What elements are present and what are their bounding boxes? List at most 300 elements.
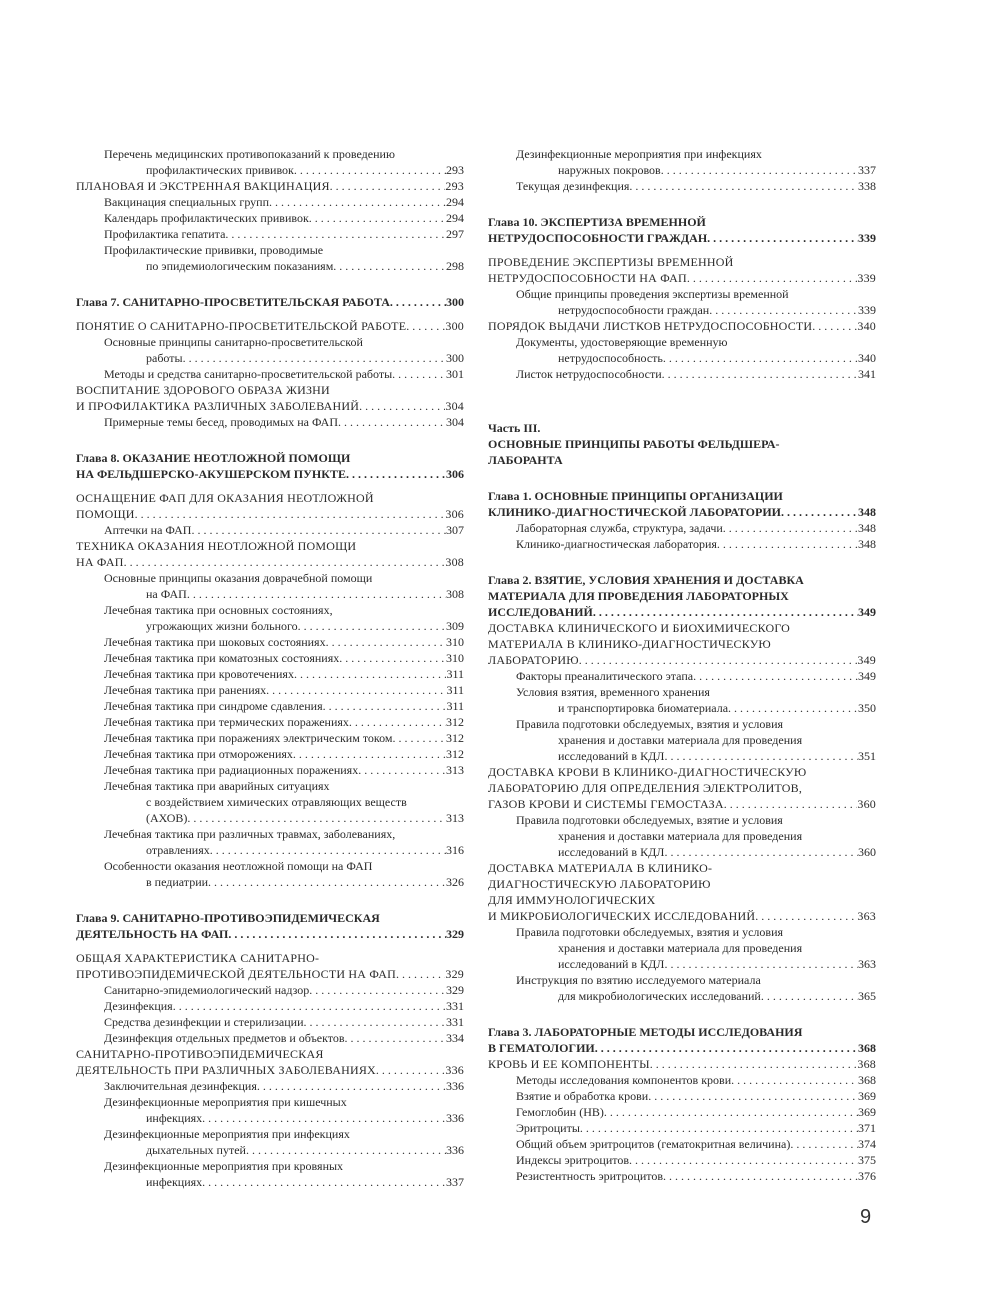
toc-entry-title: Санитарно-эпидемиологический надзор bbox=[104, 983, 310, 997]
dot-leader bbox=[124, 554, 446, 570]
dot-leader bbox=[717, 536, 858, 552]
toc-line bbox=[516, 668, 876, 684]
toc-line bbox=[488, 588, 876, 604]
toc-line bbox=[516, 748, 876, 764]
toc-page-number: 363 bbox=[857, 909, 876, 923]
toc-entry-title: Лечебная тактика при отморожениях bbox=[104, 747, 293, 761]
toc-page-number: 348 bbox=[858, 521, 876, 535]
toc-line bbox=[76, 1062, 464, 1078]
toc-entry-title: Клинико-диагностическая лаборатория bbox=[516, 537, 717, 551]
toc-page-number: 308 bbox=[445, 555, 464, 569]
toc-line bbox=[104, 226, 464, 242]
toc-entry-title: Заключительная дезинфекция bbox=[104, 1079, 257, 1093]
toc-entry-title: ДОСТАВКА КЛИНИЧЕСКОГО И БИОХИМИЧЕСКОГО bbox=[488, 621, 791, 635]
toc-subsection bbox=[488, 924, 876, 972]
toc-page-number: 369 bbox=[858, 1089, 876, 1103]
toc-subsection bbox=[76, 762, 464, 778]
toc-line bbox=[76, 382, 464, 398]
toc-entry-title: И МИКРОБИОЛОГИЧЕСКИХ ИССЛЕДОВАНИЙ bbox=[488, 909, 756, 923]
toc-page-number: 337 bbox=[858, 163, 876, 177]
toc-page-number: 336 bbox=[445, 1063, 464, 1077]
dot-leader bbox=[228, 926, 446, 942]
toc-line bbox=[104, 334, 464, 350]
toc-page-number: 336 bbox=[446, 1143, 464, 1157]
toc-page-number: 336 bbox=[446, 1079, 464, 1093]
toc-page-number: 300 bbox=[445, 319, 464, 333]
toc-section bbox=[488, 318, 876, 334]
toc-entry-title: Глава 1. ОСНОВНЫЕ ПРИНЦИПЫ ОРГАНИЗАЦИИ bbox=[488, 489, 783, 503]
toc-entry-title: ДОСТАВКА КРОВИ В КЛИНИКО-ДИАГНОСТИЧЕСКУЮ bbox=[488, 765, 807, 779]
toc-entry-title: Глава 7. САНИТАРНО-ПРОСВЕТИТЕЛЬСКАЯ РАБОТА bbox=[76, 295, 390, 309]
toc-entry-title: ДЕЯТЕЛЬНОСТЬ НА ФАП bbox=[76, 927, 229, 941]
toc-section bbox=[488, 764, 876, 812]
toc-entry-title: Глава 8. ОКАЗАНИЕ НЕОТЛОЖНОЙ ПОМОЩИ bbox=[76, 451, 351, 465]
toc-page-number: 350 bbox=[858, 701, 876, 715]
toc-entry-title: В ГЕМАТОЛОГИИ bbox=[488, 1041, 595, 1055]
toc-entry-title: работы bbox=[146, 351, 183, 365]
toc-line bbox=[76, 926, 464, 942]
toc-line bbox=[104, 634, 464, 650]
toc-page-number: 309 bbox=[446, 619, 464, 633]
dot-leader bbox=[359, 398, 445, 414]
toc-line bbox=[516, 940, 876, 956]
toc-entry-title: Условия взятия, временного хранения bbox=[516, 685, 710, 699]
toc-subsection bbox=[488, 716, 876, 764]
toc-chapter bbox=[488, 1024, 876, 1056]
dot-leader bbox=[339, 650, 446, 666]
toc-line bbox=[104, 714, 464, 730]
toc-line bbox=[488, 214, 876, 230]
toc-spacer bbox=[76, 310, 464, 318]
toc-line bbox=[104, 366, 464, 382]
toc-subsection bbox=[76, 682, 464, 698]
toc-line bbox=[76, 506, 464, 522]
dot-leader bbox=[392, 366, 446, 382]
toc-line bbox=[76, 554, 464, 570]
toc-line bbox=[104, 746, 464, 762]
toc-line bbox=[104, 1094, 464, 1110]
toc-entry-title: Общий объем эритроцитов (гематокритная величина) bbox=[516, 1137, 791, 1151]
toc-page-number: 331 bbox=[446, 999, 464, 1013]
toc-entry-title: Дезинфекционные мероприятия при кровяных bbox=[104, 1159, 344, 1173]
toc-line bbox=[516, 536, 876, 552]
toc-subsection bbox=[488, 286, 876, 318]
toc-line bbox=[104, 666, 464, 682]
toc-page-number: 349 bbox=[858, 669, 876, 683]
toc-line bbox=[488, 488, 876, 504]
toc-entry-title: ПОРЯДОК ВЫДАЧИ ЛИСТКОВ НЕТРУДОСПОСОБНОСТИ bbox=[488, 319, 813, 333]
toc-line bbox=[488, 504, 876, 520]
dot-leader bbox=[345, 1030, 446, 1046]
toc-subsection bbox=[76, 1158, 464, 1190]
toc-section bbox=[76, 178, 464, 194]
dot-leader bbox=[790, 1136, 858, 1152]
toc-chapter bbox=[488, 572, 876, 620]
toc-section bbox=[76, 538, 464, 570]
toc-entry-title: Дезинфекционные мероприятия при инфекциях bbox=[104, 1127, 350, 1141]
toc-subsection bbox=[488, 1136, 876, 1152]
toc-line bbox=[104, 242, 464, 258]
toc-line bbox=[516, 162, 876, 178]
dot-leader bbox=[208, 874, 446, 890]
dot-leader bbox=[210, 842, 446, 858]
toc-chapter bbox=[488, 214, 876, 246]
toc-page-number: 339 bbox=[857, 271, 876, 285]
toc-entry-title: Общие принципы проведения экспертизы временной bbox=[516, 287, 789, 301]
toc-entry-title: ТЕХНИКА ОКАЗАНИЯ НЕОТЛОЖНОЙ ПОМОЩИ bbox=[76, 539, 357, 553]
toc-line bbox=[516, 828, 876, 844]
toc-entry-title: Правила подготовки обследуемых, взятия и условия bbox=[516, 925, 784, 939]
toc-subsection bbox=[488, 520, 876, 536]
toc-subsection bbox=[76, 730, 464, 746]
toc-page-number: 375 bbox=[858, 1153, 876, 1167]
dot-leader bbox=[629, 1152, 858, 1168]
toc-entry-title: Лечебная тактика при аварийных ситуациях bbox=[104, 779, 330, 793]
toc-entry-title: Дезинфекционные мероприятия при инфекциях bbox=[516, 147, 762, 161]
toc-line bbox=[516, 1168, 876, 1184]
toc-line bbox=[104, 1030, 464, 1046]
toc-line bbox=[516, 1120, 876, 1136]
toc-line bbox=[104, 1014, 464, 1030]
toc-page-number: 293 bbox=[445, 179, 464, 193]
toc-subsection bbox=[76, 746, 464, 762]
toc-subsection bbox=[76, 146, 464, 178]
dot-leader bbox=[202, 1110, 446, 1126]
toc-line bbox=[76, 538, 464, 554]
dot-leader bbox=[266, 682, 446, 698]
toc-page-number: 312 bbox=[446, 731, 464, 745]
toc-page-number: 349 bbox=[858, 605, 876, 619]
toc-subsection bbox=[76, 1094, 464, 1126]
toc-subsection bbox=[488, 972, 876, 1004]
dot-leader bbox=[664, 956, 858, 972]
toc-subsection bbox=[488, 1152, 876, 1168]
toc-entry-title: МАТЕРИАЛА В КЛИНИКО-ДИАГНОСТИЧЕСКУЮ bbox=[488, 637, 771, 651]
toc-entry-title: Примерные темы бесед, проводимых на ФАП bbox=[104, 415, 339, 429]
toc-line bbox=[488, 1024, 876, 1040]
toc-entry-title: хранения и доставки материала для проведения bbox=[558, 733, 803, 747]
toc-spacer bbox=[76, 942, 464, 950]
toc-entry-title: ИССЛЕДОВАНИЙ bbox=[488, 605, 593, 619]
toc-page-number: 311 bbox=[446, 699, 464, 713]
toc-page-number: 329 bbox=[446, 927, 464, 941]
toc-page-number: 369 bbox=[858, 1105, 876, 1119]
toc-entry-title: угрожающих жизни больного bbox=[146, 619, 298, 633]
toc-page-number: 312 bbox=[446, 715, 464, 729]
toc-subsection bbox=[76, 1126, 464, 1158]
toc-line bbox=[516, 684, 876, 700]
toc-entry-title: Взятие и обработка крови bbox=[516, 1089, 649, 1103]
toc-line bbox=[488, 860, 876, 876]
toc-entry-title: исследований в КДЛ bbox=[558, 749, 665, 763]
dot-leader bbox=[187, 586, 446, 602]
toc-page-number: 368 bbox=[857, 1057, 876, 1071]
dot-leader bbox=[648, 1088, 858, 1104]
toc-line bbox=[516, 146, 876, 162]
toc-entry-title: МАТЕРИАЛА ДЛЯ ПРОВЕДЕНИЯ ЛАБОРАТОРНЫХ bbox=[488, 589, 789, 603]
page-number: 9 bbox=[860, 1206, 872, 1228]
toc-chapter bbox=[76, 910, 464, 942]
toc-line bbox=[104, 146, 464, 162]
toc-spacer bbox=[76, 274, 464, 294]
toc-line bbox=[104, 858, 464, 874]
toc-entry-title: КЛИНИКО-ДИАГНОСТИЧЕСКОЙ ЛАБОРАТОРИИ bbox=[488, 505, 782, 519]
toc-line bbox=[516, 972, 876, 988]
toc-page-number: 339 bbox=[858, 303, 876, 317]
toc-entry-title: Лечебная тактика при ранениях bbox=[104, 683, 267, 697]
toc-line bbox=[488, 796, 876, 812]
toc-line bbox=[76, 466, 464, 482]
dot-leader bbox=[298, 618, 446, 634]
toc-entry-title: Календарь профилактических прививок bbox=[104, 211, 309, 225]
toc-chapter bbox=[76, 294, 464, 310]
toc-subsection bbox=[76, 650, 464, 666]
toc-line bbox=[516, 956, 876, 972]
toc-line bbox=[104, 778, 464, 794]
dot-leader bbox=[183, 350, 446, 366]
toc-page-number: 351 bbox=[858, 749, 876, 763]
toc-entry-title: Лечебная тактика при шоковых состояниях bbox=[104, 635, 326, 649]
toc-line bbox=[76, 450, 464, 466]
toc-page-number: 329 bbox=[446, 983, 464, 997]
toc-entry-title: Основные принципы оказания доврачебной помощи bbox=[104, 571, 373, 585]
dot-leader bbox=[257, 1078, 446, 1094]
toc-line bbox=[76, 966, 464, 982]
dot-leader bbox=[687, 270, 857, 286]
dot-leader bbox=[593, 604, 858, 620]
toc-entry-title: Лечебная тактика при основных состояниях, bbox=[104, 603, 333, 617]
toc-line bbox=[516, 350, 876, 366]
dot-leader bbox=[309, 982, 446, 998]
toc-page-number: 337 bbox=[446, 1175, 464, 1189]
toc-line bbox=[76, 318, 464, 334]
toc-subsection bbox=[76, 414, 464, 430]
toc-spacer bbox=[488, 468, 876, 488]
toc-subsection bbox=[76, 1078, 464, 1094]
toc-line bbox=[488, 636, 876, 652]
toc-entry-title: Дезинфекционные мероприятия при кишечных bbox=[104, 1095, 347, 1109]
toc-entry-title: Лечебная тактика при термических поражениях bbox=[104, 715, 349, 729]
toc-subsection bbox=[76, 826, 464, 858]
toc-line bbox=[516, 844, 876, 860]
toc-line bbox=[516, 520, 876, 536]
toc-line bbox=[516, 178, 876, 194]
toc-line bbox=[104, 1078, 464, 1094]
toc-subsection bbox=[488, 1120, 876, 1136]
toc-entry-title: ОСНАЩЕНИЕ ФАП ДЛЯ ОКАЗАНИЯ НЕОТЛОЖНОЙ bbox=[76, 491, 374, 505]
toc-page-number: 298 bbox=[446, 259, 464, 273]
dot-leader bbox=[349, 714, 446, 730]
toc-line bbox=[104, 762, 464, 778]
toc-line bbox=[104, 586, 464, 602]
toc-line bbox=[488, 892, 876, 908]
toc-entry-title: ПЛАНОВАЯ И ЭКСТРЕННАЯ ВАКЦИНАЦИЯ bbox=[76, 179, 330, 193]
dot-leader bbox=[755, 908, 857, 924]
toc-entry-title: Правила подготовки обследуемых, взятия и условия bbox=[516, 717, 784, 731]
toc-entry-title: инфекциях bbox=[146, 1111, 203, 1125]
toc-subsection bbox=[488, 1168, 876, 1184]
dot-leader bbox=[812, 318, 857, 334]
toc-entry-title: ВОСПИТАНИЕ ЗДОРОВОГО ОБРАЗА ЖИЗНИ bbox=[76, 383, 330, 397]
toc-page-number: 294 bbox=[446, 211, 464, 225]
toc-entry-title: Особенности оказания неотложной помощи на ФАП bbox=[104, 859, 373, 873]
toc-entry-title: ЛАБОРАНТА bbox=[488, 453, 563, 467]
toc-page-number: 348 bbox=[858, 537, 876, 551]
toc-subsection bbox=[76, 334, 464, 366]
toc-entry-title: нетрудоспособность bbox=[558, 351, 663, 365]
toc-entry-title: на ФАП bbox=[146, 587, 187, 601]
toc-line bbox=[104, 618, 464, 634]
toc-line bbox=[76, 490, 464, 506]
toc-line bbox=[488, 436, 876, 452]
toc-subsection bbox=[76, 778, 464, 826]
toc-subsection bbox=[76, 714, 464, 730]
toc-chapter bbox=[76, 450, 464, 482]
toc-entry-title: ЛАБОРАТОРИЮ bbox=[488, 653, 579, 667]
dot-leader bbox=[187, 810, 446, 826]
toc-entry-title: Факторы преаналитического этапа bbox=[516, 669, 694, 683]
toc-entry-title: по эпидемиологическим показаниям bbox=[146, 259, 334, 273]
toc-entry-title: исследований в КДЛ bbox=[558, 845, 665, 859]
toc-entry-title: дыхательных путей bbox=[146, 1143, 246, 1157]
toc-page-number: 304 bbox=[446, 415, 464, 429]
toc-entry-title: ГАЗОВ КРОВИ И СИСТЕМЫ ГЕМОСТАЗА bbox=[488, 797, 724, 811]
toc-page-number: 300 bbox=[446, 351, 464, 365]
toc-line bbox=[104, 522, 464, 538]
toc-section bbox=[488, 620, 876, 668]
toc-page-number: 297 bbox=[446, 227, 464, 241]
dot-leader bbox=[728, 700, 858, 716]
toc-spacer bbox=[76, 430, 464, 450]
dot-leader bbox=[191, 522, 446, 538]
toc-line bbox=[488, 876, 876, 892]
toc-page-number: 310 bbox=[446, 635, 464, 649]
toc-subsection bbox=[76, 634, 464, 650]
toc-entry-title: ПОНЯТИЕ О САНИТАРНО-ПРОСВЕТИТЕЛЬСКОЙ РАБОТЕ bbox=[76, 319, 407, 333]
toc-line bbox=[104, 650, 464, 666]
toc-entry-title: Текущая дезинфекция bbox=[516, 179, 630, 193]
toc-entry-title: Средства дезинфекции и стерилизации bbox=[104, 1015, 304, 1029]
dot-leader bbox=[294, 162, 446, 178]
toc-entry-title: Эритроциты bbox=[516, 1121, 580, 1135]
toc-line bbox=[104, 1142, 464, 1158]
dot-leader bbox=[346, 466, 446, 482]
toc-chapter bbox=[488, 488, 876, 520]
toc-entry-title: НЕТРУДОСПОСОБНОСТИ НА ФАП bbox=[488, 271, 687, 285]
toc-entry-title: Глава 10. ЭКСПЕРТИЗА ВРЕМЕННОЙ bbox=[488, 215, 706, 229]
dot-leader bbox=[333, 258, 446, 274]
toc-page-number: 301 bbox=[446, 367, 464, 381]
toc-subsection bbox=[488, 334, 876, 366]
toc-line bbox=[488, 572, 876, 588]
toc-spacer bbox=[488, 1004, 876, 1024]
dot-leader bbox=[731, 1072, 858, 1088]
toc-line bbox=[516, 700, 876, 716]
toc-line bbox=[516, 286, 876, 302]
toc-page-number: 300 bbox=[446, 295, 464, 309]
toc-subsection bbox=[488, 1072, 876, 1088]
toc-spacer bbox=[488, 382, 876, 420]
toc-entry-title: хранения и доставки материала для проведения bbox=[558, 829, 803, 843]
dot-leader bbox=[663, 1168, 858, 1184]
toc-subsection bbox=[488, 178, 876, 194]
toc-entry-title: Вакцинация специальных групп bbox=[104, 195, 270, 209]
toc-entry-title: для микробиологических исследований bbox=[558, 989, 761, 1003]
dot-leader bbox=[246, 1142, 446, 1158]
toc-line bbox=[516, 924, 876, 940]
toc-page-number: 374 bbox=[858, 1137, 876, 1151]
toc-page-number: 365 bbox=[858, 989, 876, 1003]
toc-section bbox=[488, 860, 876, 924]
toc-right-column bbox=[488, 146, 876, 1184]
toc-subsection bbox=[76, 242, 464, 274]
toc-subsection bbox=[76, 602, 464, 634]
toc-spacer bbox=[488, 246, 876, 254]
toc-page-number: 349 bbox=[857, 653, 876, 667]
toc-entry-title: Лечебная тактика при синдроме сдавления bbox=[104, 699, 323, 713]
dot-leader bbox=[304, 1014, 446, 1030]
dot-leader bbox=[393, 730, 447, 746]
dot-leader bbox=[294, 666, 446, 682]
toc-entry-title: ДЛЯ ИММУНОЛОГИЧЕСКИХ bbox=[488, 893, 656, 907]
toc-entry-title: наружных покровов bbox=[558, 163, 661, 177]
toc-entry-title: Дезинфекция отдельных предметов и объектов bbox=[104, 1031, 345, 1045]
toc-subsection bbox=[76, 194, 464, 210]
toc-entry-title: Глава 2. ВЗЯТИЕ, УСЛОВИЯ ХРАНЕНИЯ И ДОСТАВКА bbox=[488, 573, 804, 587]
toc-line bbox=[104, 602, 464, 618]
toc-spacer bbox=[76, 890, 464, 910]
toc-line bbox=[104, 982, 464, 998]
toc-entry-title: Гемоглобин (НВ) bbox=[516, 1105, 604, 1119]
toc-line bbox=[516, 302, 876, 318]
toc-entry-title: Индексы эритроцитов bbox=[516, 1153, 629, 1167]
toc-entry-title: НА ФЕЛЬДШЕРСКО-АКУШЕРСКОМ ПУНКТЕ bbox=[76, 467, 346, 481]
toc-entry-title: (АХОВ) bbox=[146, 811, 188, 825]
toc-section bbox=[488, 254, 876, 286]
toc-entry-title: Часть III. bbox=[488, 421, 541, 435]
dot-leader bbox=[761, 988, 858, 1004]
toc-line bbox=[104, 730, 464, 746]
toc-page-number: 308 bbox=[446, 587, 464, 601]
dot-leader bbox=[376, 1062, 446, 1078]
toc-line bbox=[516, 1072, 876, 1088]
toc-entry-title: Инструкция по взятию исследуемого материала bbox=[516, 973, 761, 987]
dot-leader bbox=[663, 350, 858, 366]
dot-leader bbox=[396, 966, 445, 982]
toc-entry-title: Глава 9. САНИТАРНО-ПРОТИВОЭПИДЕМИЧЕСКАЯ bbox=[76, 911, 380, 925]
toc-page-number: 306 bbox=[446, 467, 464, 481]
toc-page-number: 341 bbox=[858, 367, 876, 381]
toc-entry-title: Правила подготовки обследуемых, взятие и условия bbox=[516, 813, 783, 827]
toc-entry-title: Основные принципы санитарно-просветительской bbox=[104, 335, 363, 349]
dot-leader bbox=[225, 226, 446, 242]
toc-page-number: 304 bbox=[445, 399, 464, 413]
dot-leader bbox=[781, 504, 858, 520]
toc-page-number: 311 bbox=[446, 683, 464, 697]
toc-line bbox=[488, 780, 876, 796]
toc-entry-title: ЛАБОРАТОРИЮ ДЛЯ ОПРЕДЕЛЕНИЯ ЭЛЕКТРОЛИТОВ, bbox=[488, 781, 803, 795]
dot-leader bbox=[135, 506, 446, 522]
toc-line bbox=[104, 1126, 464, 1142]
toc-line bbox=[104, 842, 464, 858]
toc-line bbox=[516, 716, 876, 732]
toc-line bbox=[104, 1158, 464, 1174]
toc-line bbox=[104, 1110, 464, 1126]
toc-page-number: 363 bbox=[858, 957, 876, 971]
toc-entry-title: ДИАГНОСТИЧЕСКУЮ ЛАБОРАТОРИЮ bbox=[488, 877, 711, 891]
toc-line bbox=[76, 294, 464, 310]
toc-entry-title: Методы исследования компонентов крови bbox=[516, 1073, 732, 1087]
